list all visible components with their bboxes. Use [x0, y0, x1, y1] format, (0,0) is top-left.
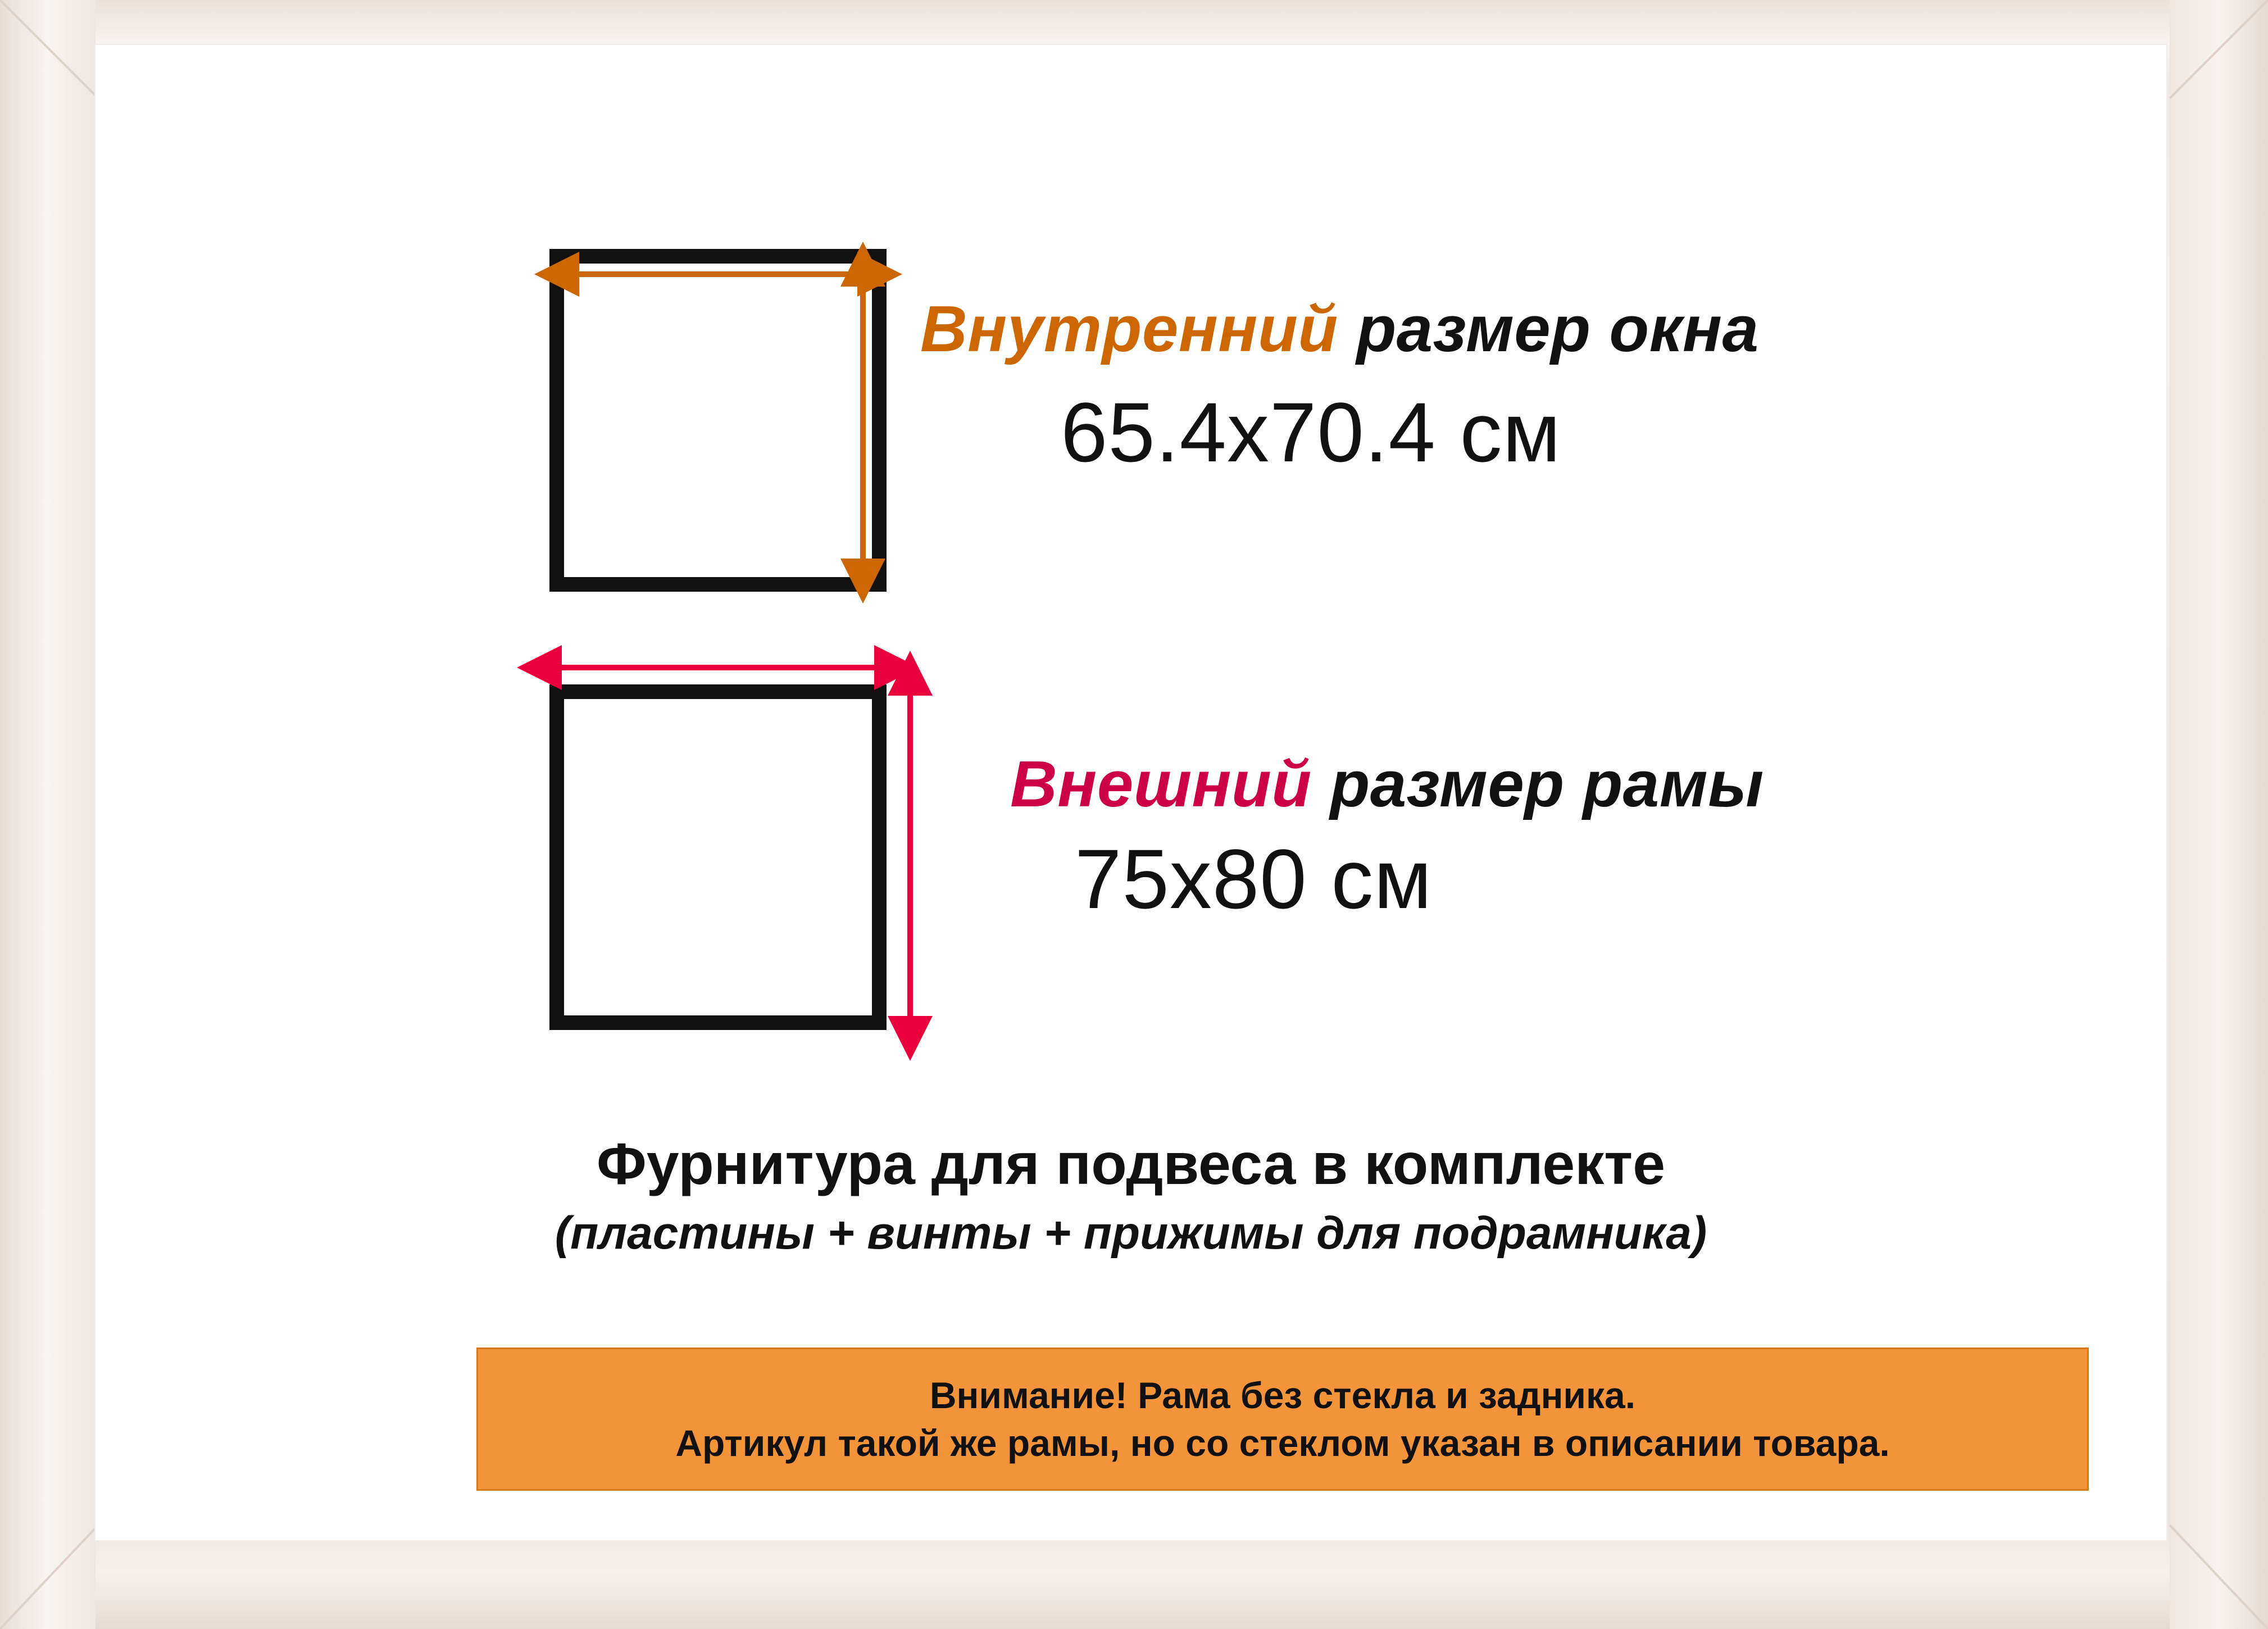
- frame-rail-right: [2170, 0, 2268, 1629]
- outer-frame-square: [549, 684, 887, 1030]
- warning-banner: [476, 1347, 2089, 1491]
- inner-size-caption-rest: размер окна: [1338, 292, 1759, 365]
- inner-size-value: 65.4x70.4 см: [1061, 385, 1561, 479]
- infographic-canvas: [94, 44, 2167, 1541]
- outer-size-accent-word: Внешний: [1010, 747, 1312, 820]
- warning-line2: Артикул такой же рамы, но со стеклом указан в описании товара.: [675, 1422, 1890, 1464]
- inner-size-caption: [920, 291, 1759, 366]
- outer-size-caption-rest: размер рамы: [1311, 747, 1764, 820]
- outer-size-value: 75x80 см: [1075, 832, 1433, 926]
- inner-window-square: [549, 249, 887, 592]
- frame-rail-left: [0, 0, 96, 1629]
- hardware-note-line1: Фурнитура для подвеса в комплекте: [596, 1132, 1666, 1197]
- outer-size-caption: [1010, 746, 1764, 822]
- warning-line1: Внимание! Рама без стекла и задника.: [929, 1374, 1636, 1417]
- hardware-note-line2: (пластины + винты + прижимы для подрамника): [554, 1208, 1707, 1259]
- inner-size-accent-word: Внутренний: [920, 292, 1338, 365]
